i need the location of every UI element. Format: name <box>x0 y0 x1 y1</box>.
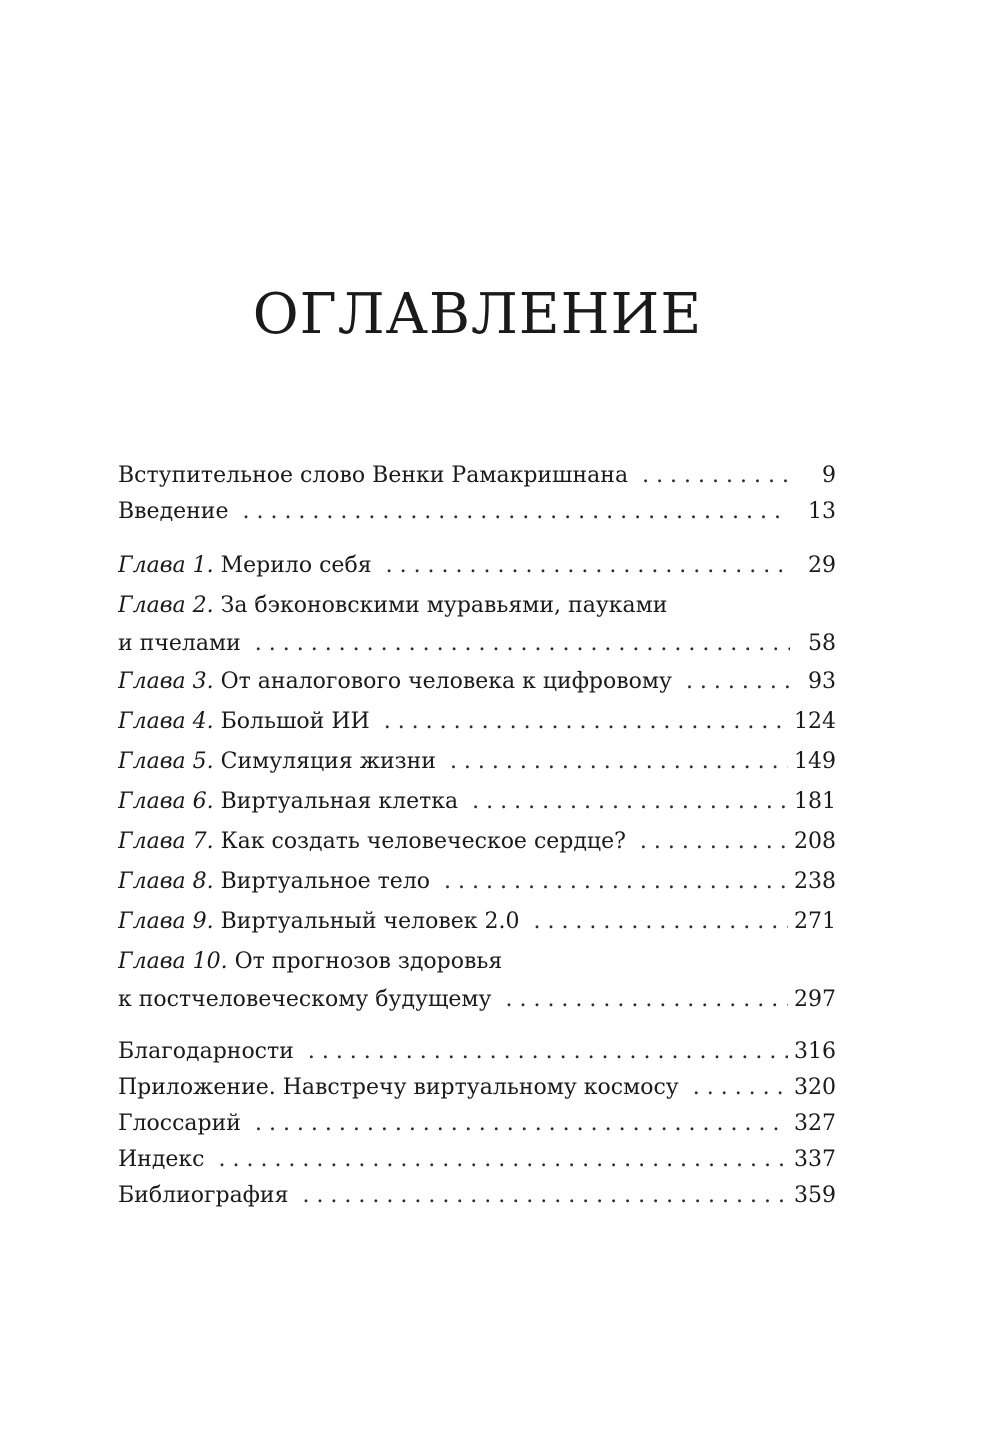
toc-entry-text: Библиография <box>118 1183 289 1208</box>
toc-entry-text: к постчеловеческому будущему <box>118 987 492 1012</box>
toc-entry-chapter-5[interactable] <box>118 742 836 782</box>
toc-page-number: 238 <box>794 869 836 894</box>
toc-entry-bibliography[interactable] <box>118 1178 836 1214</box>
chapter-label: Глава 10. <box>118 949 228 974</box>
toc-entry-introduction[interactable] <box>118 494 836 530</box>
toc-page-number: 93 <box>808 669 836 694</box>
toc-entry-chapter-10-cont[interactable] <box>118 982 836 1018</box>
toc-page-number: 181 <box>794 789 836 814</box>
toc-page-number: 124 <box>794 709 836 734</box>
chapter-label: Глава 2. <box>118 593 214 618</box>
toc-page-number: 13 <box>808 499 836 524</box>
toc-page-number: 29 <box>808 553 836 578</box>
toc-entry-chapter-9[interactable] <box>118 902 836 942</box>
toc-entry-text: Виртуальный человек 2.0 <box>220 909 520 934</box>
toc-entry-text: Введение <box>118 499 229 524</box>
page-title: ОГЛАВЛЕНИЕ <box>252 282 703 347</box>
toc-entry-foreword[interactable] <box>118 458 836 494</box>
dot-leader <box>386 546 790 586</box>
toc-entry-appendix[interactable] <box>118 1070 836 1106</box>
dot-leader <box>472 782 788 822</box>
toc-entry-text: За бэконовскими муравьями, пауками <box>220 593 668 618</box>
toc-page-number: 359 <box>794 1183 836 1208</box>
dot-leader <box>242 494 790 530</box>
chapter-label: Глава 7. <box>118 829 214 854</box>
toc-entry-chapter-6[interactable] <box>118 782 836 822</box>
chapter-label: Глава 6. <box>118 789 214 814</box>
toc-entry-chapter-8[interactable] <box>118 862 836 902</box>
toc-page-number: 327 <box>794 1111 836 1136</box>
toc-entry-acknowledgements[interactable] <box>118 1034 836 1070</box>
dot-leader <box>693 1070 788 1106</box>
dot-leader <box>255 626 790 662</box>
toc-entry-chapter-3[interactable] <box>118 662 836 702</box>
dot-leader <box>686 662 790 702</box>
toc-entry-text: Большой ИИ <box>220 709 370 734</box>
toc-entry-text: Благодарности <box>118 1039 294 1064</box>
toc-page-number: 149 <box>794 749 836 774</box>
dot-leader <box>255 1106 788 1142</box>
toc-entry-text: Вступительное слово Венки Рамакришнана <box>118 463 629 488</box>
toc-entry-glossary[interactable] <box>118 1106 836 1142</box>
toc-entry-text: Виртуальное тело <box>220 869 431 894</box>
toc-page-number: 337 <box>794 1147 836 1172</box>
toc-page-number: 320 <box>794 1075 836 1100</box>
toc-page-number: 9 <box>822 463 836 488</box>
toc-entry-chapter-1[interactable] <box>118 546 836 586</box>
toc-entry-text: Глоссарий <box>118 1111 241 1136</box>
dot-leader <box>640 822 788 862</box>
chapter-label: Глава 4. <box>118 709 214 734</box>
toc-entry-chapter-2-cont[interactable] <box>118 626 836 662</box>
chapter-label: Глава 5. <box>118 749 214 774</box>
toc-entry-chapter-10[interactable] <box>118 942 836 982</box>
dot-leader <box>219 1142 789 1178</box>
dot-leader <box>308 1034 788 1070</box>
dot-leader <box>450 742 788 782</box>
toc-entry-text: Мерило себя <box>220 553 372 578</box>
toc-entry-text: Индекс <box>118 1147 205 1172</box>
toc-entry-chapter-7[interactable] <box>118 822 836 862</box>
dot-leader <box>505 982 788 1018</box>
dot-leader <box>444 862 788 902</box>
dot-leader <box>302 1178 788 1214</box>
toc-entry-text: Симуляция жизни <box>220 749 436 774</box>
toc-entry-text: От прогнозов здоровья <box>234 949 503 974</box>
dot-leader <box>533 902 788 942</box>
toc-entry-text: Как создать человеческое сердце? <box>220 829 626 854</box>
toc-page-number: 297 <box>794 987 836 1012</box>
toc-entry-text: От аналогового человека к цифровому <box>220 669 672 694</box>
chapter-label: Глава 3. <box>118 669 214 694</box>
toc-entry-text: и пчелами <box>118 631 241 656</box>
chapter-label: Глава 8. <box>118 869 214 894</box>
dot-leader <box>384 702 788 742</box>
dot-leader <box>642 458 790 494</box>
toc-entry-text: Виртуальная клетка <box>220 789 459 814</box>
toc-entry-text: Приложение. Навстречу виртуальному космосу <box>118 1075 679 1100</box>
chapter-label: Глава 9. <box>118 909 214 934</box>
toc-entry-chapter-2[interactable] <box>118 586 836 626</box>
toc-page-number: 316 <box>794 1039 836 1064</box>
toc-entry-index[interactable] <box>118 1142 836 1178</box>
chapter-label: Глава 1. <box>118 553 214 578</box>
table-of-contents <box>118 458 836 1214</box>
toc-page-number: 271 <box>794 909 836 934</box>
toc-entry-chapter-4[interactable] <box>118 702 836 742</box>
toc-page-number: 58 <box>808 631 836 656</box>
toc-page-number: 208 <box>794 829 836 854</box>
